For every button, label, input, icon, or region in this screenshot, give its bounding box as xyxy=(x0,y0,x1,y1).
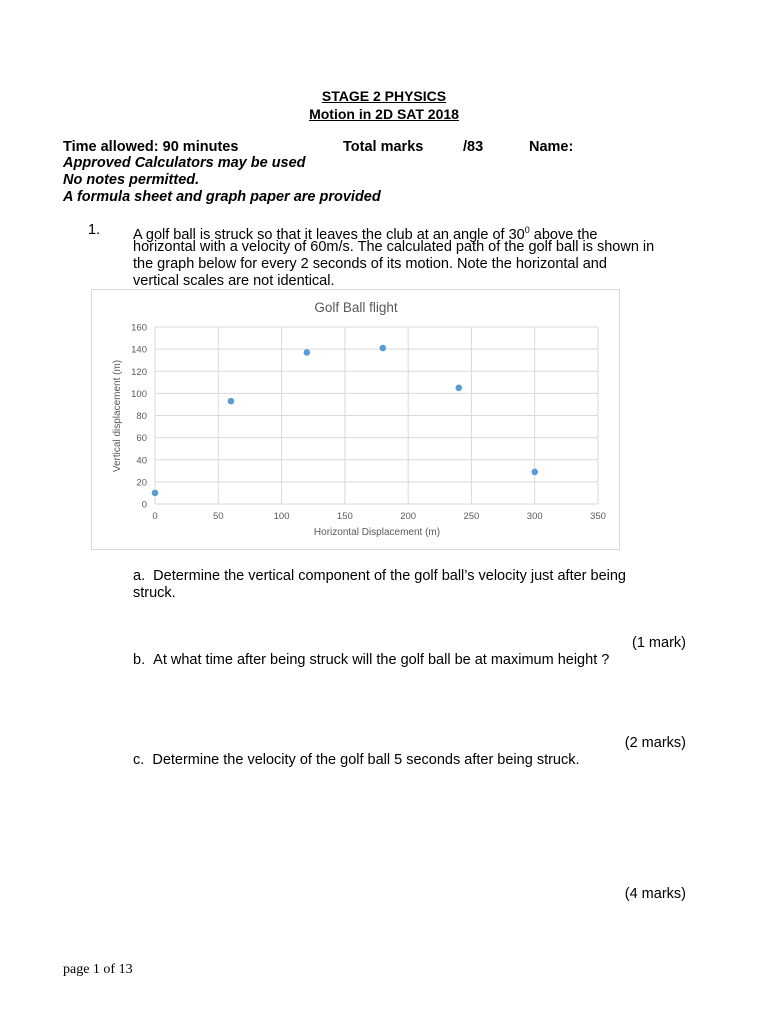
total-marks-value: /83 xyxy=(463,139,484,155)
data-point xyxy=(152,490,159,497)
x-tick-label: 200 xyxy=(400,511,417,522)
x-tick-label: 350 xyxy=(590,511,606,522)
x-tick-label: 150 xyxy=(336,511,353,522)
degree-superscript: 0 xyxy=(524,225,530,235)
y-tick-label: 40 xyxy=(136,455,147,467)
data-point xyxy=(455,385,462,392)
chart-title: Golf Ball flight xyxy=(314,300,398,315)
part-c-text: Determine the velocity of the golf ball 5 seconds after being struck. xyxy=(152,752,580,768)
page-subtitle: Motion in 2D SAT 2018 xyxy=(309,106,459,122)
data-point xyxy=(304,349,311,356)
part-b-line xyxy=(133,652,609,669)
part-b-text: At what time after being struck will the golf ball be at maximum height ? xyxy=(153,652,610,668)
data-point xyxy=(531,469,538,476)
question-text-part: A golf ball is struck so that it leaves the club at an angle of 30 xyxy=(133,226,525,243)
part-a-marks: (1 mark) xyxy=(632,635,686,651)
x-tick-label: 250 xyxy=(463,511,480,522)
y-tick-label: 80 xyxy=(136,411,147,422)
instruction-formula-sheet: A formula sheet and graph paper are provided xyxy=(63,189,381,205)
part-a-line2: struck. xyxy=(133,585,176,601)
part-a-label: a. xyxy=(133,568,146,584)
y-tick-label: 100 xyxy=(131,388,147,400)
total-marks-label: Total marks xyxy=(343,139,424,155)
part-a-text: Determine the vertical component of the golf ball’s velocity just after being xyxy=(153,568,626,584)
part-b-marks: (2 marks) xyxy=(624,735,686,751)
part-c-line xyxy=(133,752,580,769)
page-title: STAGE 2 PHYSICS xyxy=(321,88,447,104)
question-text-line: the graph below for every 2 seconds of its motion. Note the horizontal and xyxy=(133,256,607,272)
part-b-label: b. xyxy=(133,652,146,668)
x-axis-label: Horizontal Displacement (m) xyxy=(313,527,441,538)
question-number: 1. xyxy=(88,222,101,238)
question-text-line: vertical scales are not identical. xyxy=(133,273,335,289)
y-tick-label: 120 xyxy=(131,366,147,378)
chart-svg xyxy=(91,289,620,550)
page-number: page 1 of 13 xyxy=(63,962,133,977)
question-text-part: above the xyxy=(529,226,598,243)
instruction-notes: No notes permitted. xyxy=(63,172,200,188)
y-tick-label: 20 xyxy=(136,477,147,489)
x-tick-label: 100 xyxy=(273,511,290,522)
instruction-calculators: Approved Calculators may be used xyxy=(63,155,306,171)
y-tick-label: 160 xyxy=(131,322,147,334)
y-tick-label: 0 xyxy=(141,499,147,511)
part-c-label: c. xyxy=(133,752,145,768)
question-text-line: horizontal with a velocity of 60m/s. The calculated path of the golf ball is shown in xyxy=(133,239,655,255)
y-axis-label: Vertical displacement (m) xyxy=(112,359,123,473)
data-point xyxy=(380,345,387,352)
y-tick-label: 140 xyxy=(131,344,147,356)
golf-ball-chart xyxy=(91,289,620,550)
time-allowed: Time allowed: 90 minutes xyxy=(63,139,239,155)
x-tick-label: 50 xyxy=(212,511,224,522)
data-point xyxy=(228,398,235,405)
part-c-marks: (4 marks) xyxy=(624,886,686,902)
y-tick-label: 60 xyxy=(136,433,147,445)
part-a-line xyxy=(133,568,626,585)
header-info-line xyxy=(63,139,668,156)
x-tick-label: 300 xyxy=(526,511,543,522)
name-label: Name: xyxy=(529,139,574,155)
x-tick-label: 0 xyxy=(152,511,158,522)
